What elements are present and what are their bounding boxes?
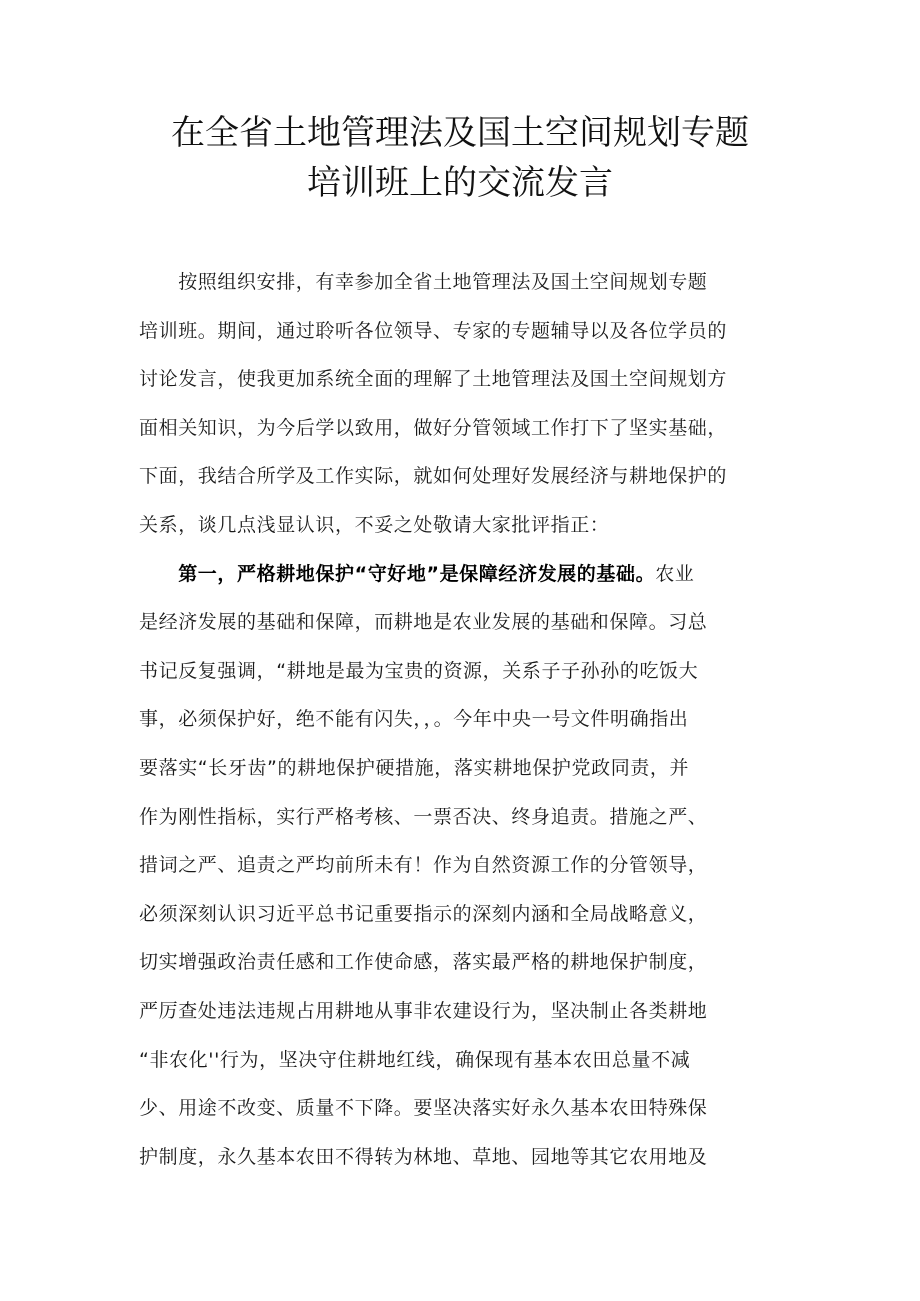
paragraph-2-line: 事，必须保护好，绝不能有闪失，，。今年中央一号文件明确指出 <box>139 708 689 731</box>
paragraph-1-line: 讨论发言，使我更加系统全面的理解了土地管理法及国土空间规划方 <box>139 368 728 391</box>
paragraph-1-line: 面相关知识，为今后学以致用，做好分管领域工作打下了坚实基础， <box>139 416 728 439</box>
document-title-line-2: 培训班上的交流发言 <box>307 163 613 203</box>
paragraph-2-line: 切实增强政治责任感和工作使命感，落实最严格的耕地保护制度， <box>139 951 708 974</box>
paragraph-2-line: 措词之严、追责之严均前所未有！作为自然资源工作的分管领导， <box>139 854 708 877</box>
paragraph-2-first-line-rest: 农业 <box>655 562 695 585</box>
paragraph-1-line: 下面，我结合所学及工作实际，就如何处理好发展经济与耕地保护的 <box>139 465 728 488</box>
document-body <box>139 258 779 1181</box>
paragraph-2-line: 护制度，永久基本农田不得转为林地、草地、园地等其它农用地及 <box>139 1145 708 1168</box>
paragraph-2-line: 书记反复强调，“耕地是最为宝贵的资源，关系子子孙孙的吃饭大 <box>139 659 699 682</box>
paragraph-1-line: 按照组织安排，有幸参加全省土地管理法及国土空间规划专题 <box>139 271 708 293</box>
paragraph-2-first-line <box>139 550 779 599</box>
paragraph-1-line: 培训班。期间，通过聆听各位领导、专家的专题辅导以及各位学员的 <box>139 319 728 342</box>
paragraph-1-line: 关系，谈几点浅显认识，不妥之处敬请大家批评指正： <box>139 513 610 536</box>
document-title-line-1: 在全省土地管理法及国土空间规划专题 <box>171 113 749 153</box>
paragraph-2-line: 严厉查处违法违规占用耕地从事非农建设行为，坚决制止各类耕地 <box>139 999 708 1022</box>
paragraph-2-line: 是经济发展的基础和保障，而耕地是农业发展的基础和保障。习总 <box>139 611 708 634</box>
paragraph-2-line: 少、用途不改变、质量不下降。要坚决落实好永久基本农田特殊保 <box>139 1097 708 1120</box>
paragraph-2-line: 要落实“长牙齿”的耕地保护硬措施，落实耕地保护党政同责，并 <box>139 756 690 779</box>
section-heading: 第一，严格耕地保护“守好地”是保障经济发展的基础。 <box>139 562 656 585</box>
paragraph-2-line: 必须深刻认识习近平总书记重要指示的深刻内涵和全局战略意义， <box>139 902 708 925</box>
paragraph-2-line: 作为刚性指标，实行严格考核、一票否决、终身追责。措施之严、 <box>139 805 708 828</box>
paragraph-2-line: “非农化''行为，坚决守住耕地红线，确保现有基本农田总量不减 <box>139 1048 691 1071</box>
